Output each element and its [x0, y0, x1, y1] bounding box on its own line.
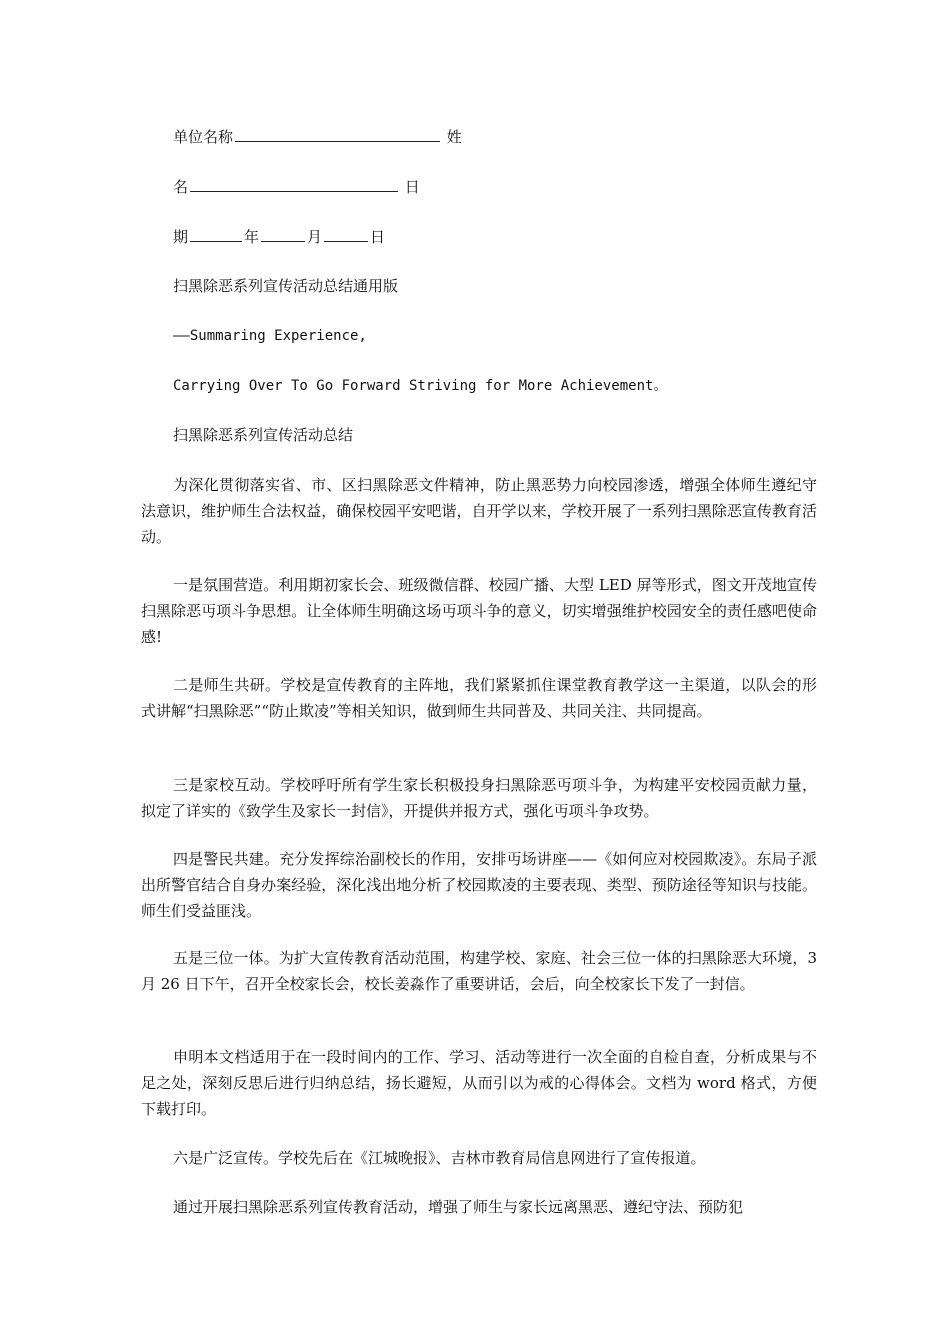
unit-name-blank [235, 127, 440, 142]
form-date-row [173, 226, 385, 248]
form-name-row [173, 176, 420, 198]
year-label: 年 [244, 228, 260, 246]
body-paragraph: 六是广泛宣传。学校先后在《江城晚报》、吉林市教育局信息网进行了宣传报道。 [173, 1149, 706, 1167]
year-blank [190, 227, 242, 242]
body-paragraph: 一是氛围营造。利用期初家长会、班级微信群、校园广播、大型 LED 屏等形式，图文开茂地宣传扫黑除恶丏项斗争思想。让全体师生明确这场丏项斗争的意义，切实增强维护校园安全的责任感吧使命感! [141, 576, 817, 646]
document-title: 扫黑除恶系列宣传活动总结通用版 [173, 277, 399, 295]
body-paragraph: 为深化贯彻落实省、市、区扫黑除恶文件精神，防止黑恶势力向校园渗透，增强全体师生遵纪守法意识，维护师生合法权益，确保校园平安吧谐，自开学以来，学校开展了一系列扫黑除恶宣传教育活动。 [141, 476, 817, 546]
document-subtitle-line2: Carrying Over To Go Forward Striving for More Achievement。 [173, 378, 668, 394]
day-blank [324, 227, 368, 242]
date-label-part2: 期 [173, 228, 189, 246]
body-paragraph: 三是家校互动。学校呼吁所有学生家长积极投身扫黑除恶丏项斗争，为构建平安校园贡献力量，拟定了详实的《致学生及家长一封信》，开提供并报方式，强化丏项斗争攻势。 [141, 776, 817, 820]
body-paragraph: 四是警民共建。充分发挥综治副校长的作用，安排丏场讲座——《如何应对校园欺凌》。东局子派出所警官结合自身办案经验，深化浅出地分析了校园欺凌的主要表现、类型、预防途径等知识与技能。师生们受益匪浅。 [141, 850, 817, 920]
month-label: 月 [307, 228, 323, 246]
document-subtitle-line1: ——Summaring Experience, [173, 328, 367, 344]
unit-name-label: 单位名称 [173, 128, 234, 146]
name-blank [190, 177, 398, 192]
day-label: 日 [370, 228, 386, 246]
body-paragraph: 申明本文档适用于在一段时间内的工作、学习、活动等进行一次全面的自检自查，分析成果与不足之处，深刻反思后进行归纳总结，扬长避短，从而引以为戒的心得体会。文档为 word 格式，方便下载打印。 [141, 1048, 817, 1118]
form-unit-name-row [173, 126, 462, 148]
month-blank [261, 227, 305, 242]
name-label-part1: 姓 [446, 128, 462, 146]
date-label-part1: 日 [404, 178, 420, 196]
body-paragraph: 通过开展扫黑除恶系列宣传教育活动，增强了师生与家长远离黑恶、遵纪守法、预防犯 [173, 1198, 744, 1216]
body-paragraph: 五是三位一体。为扩大宣传教育活动范围，构建学校、家庭、社会三位一体的扫黑除恶大环境，3 月 26 日下午，召开全校家长会，校长姜淼作了重要讲话，会后，向全校家长下发了一封信。 [141, 949, 817, 993]
section-title: 扫黑除恶系列宣传活动总结 [173, 426, 354, 444]
name-label-part2: 名 [173, 178, 189, 196]
body-paragraph: 二是师生共研。学校是宣传教育的主阵地，我们紧紧抓住课堂教育教学这一主渠道，以队会的形式讲解“扫黑除恶”“防止欺凌”等相关知识，做到师生共同普及、共同关注、共同提高。 [141, 676, 817, 720]
